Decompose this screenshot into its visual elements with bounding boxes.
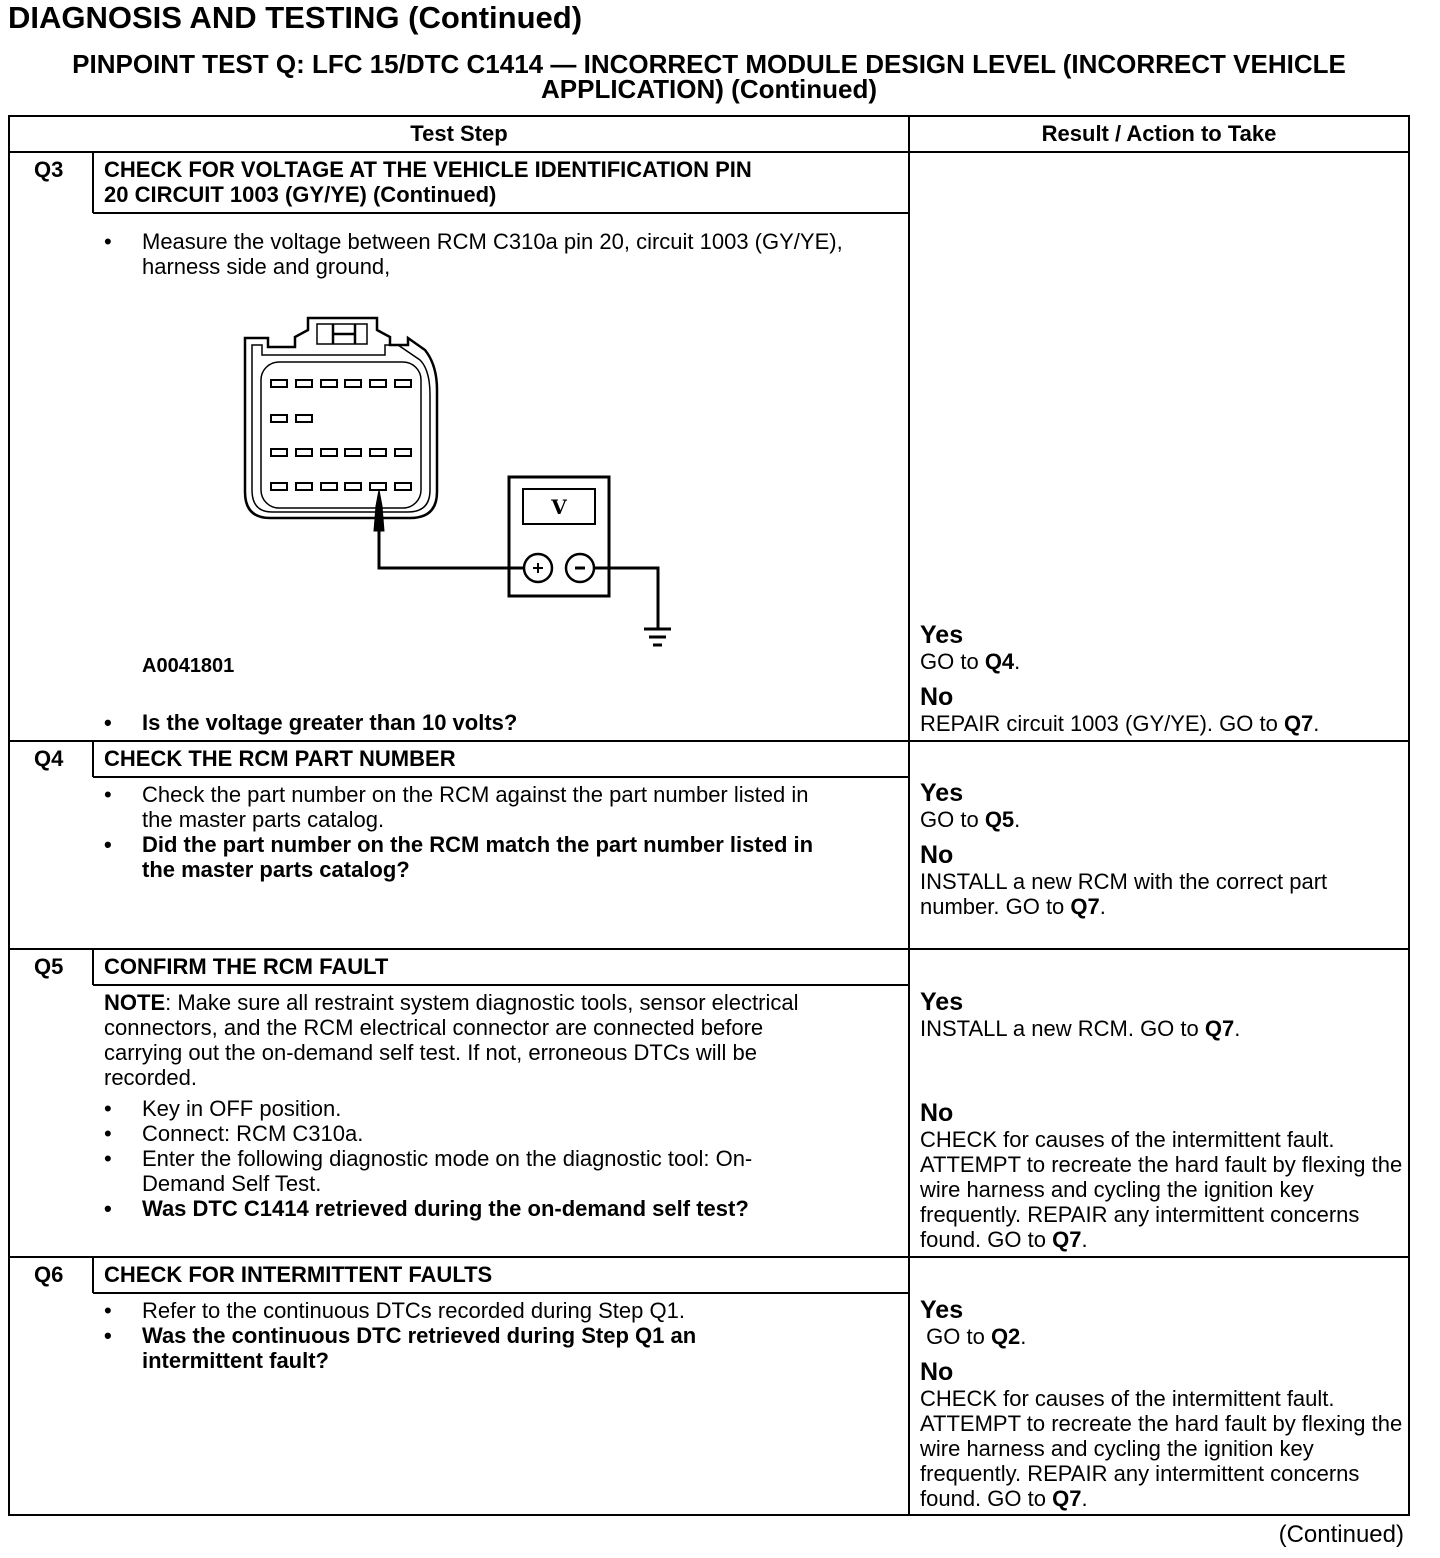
result-q3: Yes GO to Q4. No REPAIR circuit 1003 (GY/YE). GO to Q7. xyxy=(920,621,1320,736)
goto-link[interactable]: Q7 xyxy=(1052,1486,1082,1511)
connector-c310a xyxy=(245,318,437,518)
subtitle-line-1: PINPOINT TEST Q: LFC 15/DTC C1414 — INCORRECT MODULE DESIGN LEVEL (INCORRECT VEHICLE xyxy=(72,49,1346,79)
step-id: Q5 xyxy=(34,954,64,979)
negative-lead xyxy=(594,568,658,628)
column-header-result: Result / Action to Take xyxy=(1041,121,1277,146)
subtitle-line-2: APPLICATION) (Continued) xyxy=(540,74,878,104)
goto-link[interactable]: Q7 xyxy=(1070,894,1100,919)
note: NOTE: Make sure all restraint system diagnostic tools, sensor electrical connectors, and the RCM electrical connector are connected before carrying out the on-demand self test. If not, erroneous DTCs will be recorded. xyxy=(104,990,799,1090)
step-title: CHECK THE RCM PART NUMBER xyxy=(104,746,456,771)
step-title: CONFIRM THE RCM FAULT xyxy=(104,954,389,979)
goto-link[interactable]: Q2 xyxy=(990,1324,1021,1349)
result-q4: Yes GO to Q5. No INSTALL a new RCM with the correct part number. GO to Q7. xyxy=(920,779,1328,919)
goto-link[interactable]: Q7 xyxy=(1204,1016,1235,1041)
voltmeter-icon xyxy=(509,477,609,596)
step-question: • Is the voltage greater than 10 volts? xyxy=(104,710,518,735)
result-q6: Yes GO to Q2. No CHECK for causes of the intermittent fault. ATTEMPT to recreate the hard fault by flexing the wire harness and cycling the ignition key frequently. REPAIR any intermittent concerns found. GO to Q7. xyxy=(920,1296,1403,1511)
step-id: Q6 xyxy=(34,1262,64,1287)
positive-lead xyxy=(379,530,523,568)
connector-pins xyxy=(271,380,411,490)
page-title: DIAGNOSIS AND TESTING (Continued) xyxy=(8,0,583,35)
step-items: • Key in OFF position. • Connect: RCM C310a. • Enter the following diagnostic mode on the diagnostic tool: On-Demand Self Test. • Was DTC C1414 retrieved during the on-demand self test? xyxy=(104,1096,753,1221)
goto-link[interactable]: Q4 xyxy=(984,649,1015,674)
svg-text:V: V xyxy=(551,495,567,519)
goto-link[interactable]: Q7 xyxy=(1283,711,1314,736)
step-items: • Refer to the continuous DTCs recorded during Step Q1. • Was the continuous DTC retrieved during Step Q1 an intermittent fault? xyxy=(104,1298,697,1373)
step-title: CHECK FOR INTERMITTENT FAULTS xyxy=(104,1262,493,1287)
goto-link[interactable]: Q7 xyxy=(1052,1227,1082,1252)
figure-id: A0041801 xyxy=(142,655,235,677)
step-items: • Check the part number on the RCM against the part number listed in the master parts catalog. • Did the part number on the RCM match the part number listed in the master parts catalog? xyxy=(104,782,814,882)
pinpoint-test-title xyxy=(0,49,1418,104)
step-id: Q4 xyxy=(34,746,64,771)
ground-icon xyxy=(644,629,671,645)
result-q5-no: No CHECK for causes of the intermittent fault. ATTEMPT to recreate the hard fault by flexing the wire harness and cycling the ignition key frequently. REPAIR any intermittent concerns found. GO to Q7. xyxy=(920,1099,1403,1252)
result-q5-yes: Yes INSTALL a new RCM. GO to Q7. xyxy=(920,988,1241,1041)
goto-link[interactable]: Q5 xyxy=(984,807,1015,832)
continued-label: (Continued) xyxy=(1278,1521,1404,1548)
voltage-measurement-diagram xyxy=(230,310,680,680)
column-header-test-step: Test Step xyxy=(410,121,508,146)
step-item: • Measure the voltage between RCM C310a pin 20, circuit 1003 (GY/YE), harness side and ground, xyxy=(104,229,843,279)
probe-icon xyxy=(374,490,384,531)
step-title: CHECK FOR VOLTAGE AT THE VEHICLE IDENTIFICATION PIN 20 CIRCUIT 1003 (GY/YE) (Continued) xyxy=(104,157,752,207)
step-id: Q3 xyxy=(34,157,64,182)
